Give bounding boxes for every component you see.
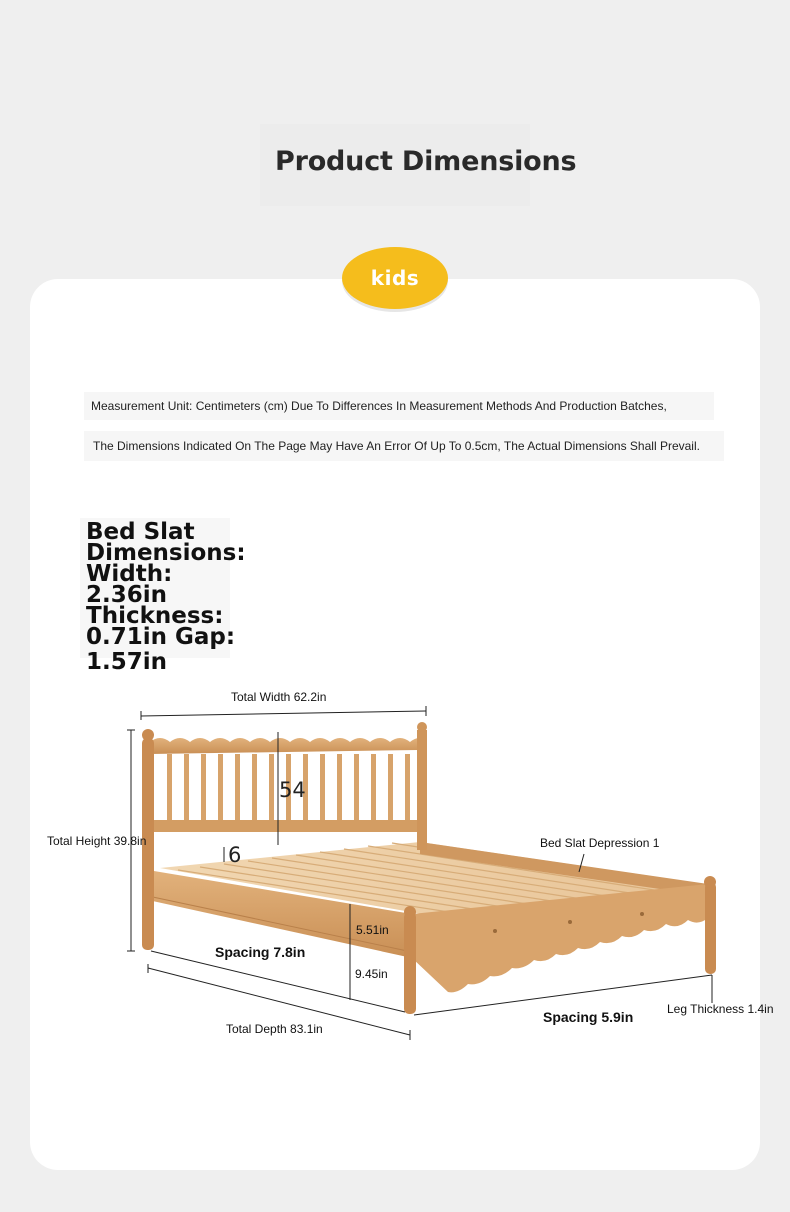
slat-info-line: Width: <box>86 561 173 587</box>
clearance-label: 9.45in <box>355 967 388 981</box>
total-width-label: Total Width 62.2in <box>231 690 327 704</box>
slat-info-line: 0.71in Gap: <box>86 624 236 650</box>
headboard-height-label: 54 <box>279 778 306 802</box>
total-height-label: Total Height 39.8in <box>47 834 147 848</box>
slat-depression-label: Bed Slat Depression 1 <box>540 836 660 850</box>
rail-height-label: 5.51in <box>356 923 389 937</box>
slat-info-line: Dimensions: <box>86 540 246 566</box>
spacing-left-label: Spacing 7.8in <box>215 944 306 960</box>
total-depth-label: Total Depth 83.1in <box>226 1022 323 1036</box>
slat-info-line: 2.36in <box>86 582 168 608</box>
notice-line-2: The Dimensions Indicated On The Page May Have An Error Of Up To 0.5cm, The Actual Dimensions Shall Prevail. <box>93 439 700 453</box>
headboard-gap-label: 6 <box>228 843 242 867</box>
slat-info-line: Thickness: <box>86 603 224 629</box>
badge-label: kids <box>370 266 420 290</box>
leg-thickness-label: Leg Thickness 1.4in <box>667 1002 774 1016</box>
spacing-right-label: Spacing 5.9in <box>543 1009 634 1025</box>
slat-info-line: Bed Slat <box>86 519 195 545</box>
notice-line-1: Measurement Unit: Centimeters (cm) Due To Differences In Measurement Methods And Production Batches, <box>91 399 667 413</box>
slat-info-line: 1.57in <box>86 649 168 675</box>
page-title: Product Dimensions <box>275 146 577 177</box>
